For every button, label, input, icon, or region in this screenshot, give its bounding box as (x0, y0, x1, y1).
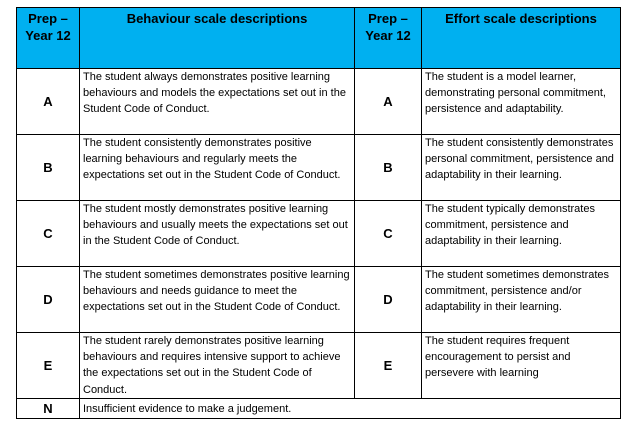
behaviour-description: The student sometimes demonstrates positive learning behaviours and needs guidance to meet the expectations set out in the Student Code of Conduct. (80, 267, 355, 333)
behaviour-description: The student always demonstrates positive learning behaviours and models the expectations set out in the Student Code of Conduct. (80, 69, 355, 135)
final-grade: N (17, 399, 80, 419)
behaviour-description: The student rarely demonstrates positive learning behaviours and requires intensive support to achieve the expectations set out in the Student Code of Conduct. (80, 333, 355, 399)
effort-grade: B (355, 135, 422, 201)
behaviour-grade: D (17, 267, 80, 333)
behaviour-grade: A (17, 69, 80, 135)
effort-description: The student consistently demonstrates personal commitment, persistence and adaptability in their learning. (422, 135, 621, 201)
behaviour-grade: C (17, 201, 80, 267)
effort-grade: C (355, 201, 422, 267)
effort-grade: A (355, 69, 422, 135)
effort-grade: E (355, 333, 422, 399)
table-row-d (17, 267, 621, 333)
behaviour-description: The student consistently demonstrates positive learning behaviours and regularly meets the expectations set out in the Student Code of Conduct. (80, 135, 355, 201)
table-row-a (17, 69, 621, 135)
effort-description: The student sometimes demonstrates commitment, persistence and/or adaptability in their learning. (422, 267, 621, 333)
behaviour-description: The student mostly demonstrates positive learning behaviours and usually meets the expectations set out in the Student Code of Conduct. (80, 201, 355, 267)
table-row-n (17, 399, 621, 419)
scale-descriptions-table (16, 7, 621, 419)
behaviour-grade: B (17, 135, 80, 201)
final-description: Insufficient evidence to make a judgement. (80, 399, 621, 419)
table-row-b (17, 135, 621, 201)
header-prep-year-effort: Prep – Year 12 (355, 8, 422, 69)
effort-description: The student is a model learner, demonstrating personal commitment, persistence and adaptability. (422, 69, 621, 135)
header-behaviour-scale: Behaviour scale descriptions (80, 8, 355, 69)
effort-description: The student typically demonstrates commitment, persistence and adaptability in their learning. (422, 201, 621, 267)
header-row (17, 8, 621, 69)
effort-grade: D (355, 267, 422, 333)
effort-description: The student requires frequent encouragement to persist and persevere with learning (422, 333, 621, 399)
table-row-c (17, 201, 621, 267)
header-prep-year-behaviour: Prep – Year 12 (17, 8, 80, 69)
header-effort-scale: Effort scale descriptions (422, 8, 621, 69)
behaviour-grade: E (17, 333, 80, 399)
table-row-e (17, 333, 621, 399)
